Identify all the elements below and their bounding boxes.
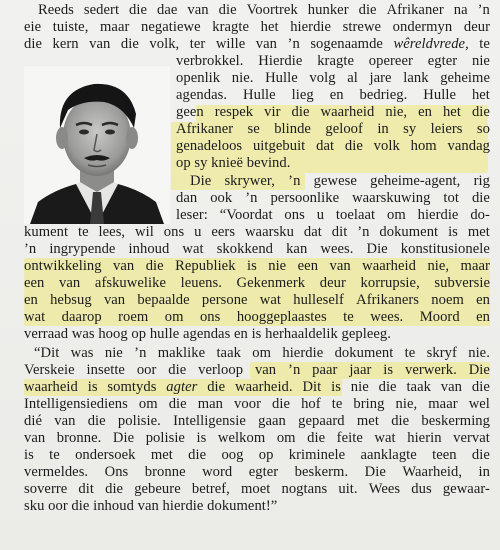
word: in xyxy=(478,464,490,480)
word: geheime xyxy=(440,70,490,86)
word: kriminele xyxy=(288,447,346,463)
word: het xyxy=(260,19,279,35)
word: Voortrek xyxy=(246,2,298,18)
word: opereer xyxy=(368,53,413,69)
paragraph-3-line xyxy=(24,379,490,396)
paragraph-2-line xyxy=(176,207,490,224)
paragraph-2-line: verraad was hoog op hulle agendas en is herhaaldelik gepleeg. xyxy=(24,326,391,342)
word: die xyxy=(471,447,490,463)
word: subversie xyxy=(434,275,490,291)
word: hulleself xyxy=(293,292,344,308)
word: van xyxy=(103,292,126,308)
word: word xyxy=(202,464,233,480)
word: dae xyxy=(157,2,178,18)
word: ondersoek xyxy=(75,447,136,463)
word: gewese xyxy=(313,173,357,189)
word: maklike xyxy=(157,345,206,361)
word: jare xyxy=(369,70,392,86)
word: blinde xyxy=(274,121,311,137)
word: Dit xyxy=(302,379,322,395)
word: ons xyxy=(163,224,185,240)
word: afskuwelike xyxy=(94,275,166,291)
word: dat xyxy=(303,224,322,240)
word: al xyxy=(347,70,358,86)
word: skokkend xyxy=(216,241,274,257)
word: van xyxy=(187,2,209,18)
word: ’n xyxy=(357,224,370,240)
word: moet xyxy=(240,481,271,497)
paragraph-3-line xyxy=(24,362,490,379)
word: eers xyxy=(211,224,236,240)
word: hunker xyxy=(307,2,349,18)
word: egter xyxy=(248,464,279,480)
word: jaar xyxy=(349,362,372,378)
word: die xyxy=(471,104,490,120)
word: inhoud xyxy=(128,241,170,257)
word: noem xyxy=(431,292,464,308)
word: lees, xyxy=(98,224,126,240)
word: Intelligensiediens xyxy=(24,396,128,412)
word: die xyxy=(291,104,310,120)
word: die xyxy=(391,413,410,429)
word: is xyxy=(448,224,458,240)
word: dokument xyxy=(334,345,394,361)
word: verloop xyxy=(198,362,244,378)
word: ’n xyxy=(24,241,37,257)
word: van xyxy=(89,36,111,52)
word: toelaat xyxy=(335,207,376,223)
word: korrupsie, xyxy=(360,275,420,291)
word: polisie. xyxy=(117,413,161,429)
word: tot xyxy=(443,190,459,206)
word: paar xyxy=(312,362,338,378)
word: deur xyxy=(319,275,346,291)
word: Die xyxy=(468,362,490,378)
word: u xyxy=(316,207,325,223)
word: teen xyxy=(432,447,457,463)
word: leiers xyxy=(430,121,463,137)
word: een xyxy=(297,258,319,274)
paragraph-2-line xyxy=(24,309,490,326)
word: waarheid xyxy=(320,104,375,120)
paragraph-3-line xyxy=(24,430,490,447)
word: die xyxy=(218,2,237,18)
word: genadeloos xyxy=(176,138,243,154)
word: deur xyxy=(463,19,490,35)
word: te xyxy=(479,36,490,52)
word: waarskuwing xyxy=(352,190,431,206)
word: het xyxy=(442,104,461,120)
word: nie, xyxy=(427,258,450,274)
word: vervat xyxy=(453,430,490,446)
word: volk xyxy=(373,138,400,154)
paragraph-1-line: op sy knieë bevind. xyxy=(176,155,291,171)
word: oog xyxy=(221,447,244,463)
word: strewe xyxy=(342,19,382,35)
word: skrywer, xyxy=(224,173,275,189)
word: en xyxy=(476,309,490,325)
word: is xyxy=(196,430,207,446)
word: “Voordat xyxy=(219,207,273,223)
word: die xyxy=(378,379,397,395)
word: die xyxy=(145,258,164,274)
word: voor xyxy=(234,396,261,412)
word: die xyxy=(120,36,139,52)
word: maar xyxy=(100,19,130,35)
word: wat xyxy=(374,430,396,446)
word: ’n xyxy=(287,36,300,52)
word: nie, xyxy=(395,396,418,412)
word: om xyxy=(252,345,272,361)
word: te xyxy=(49,447,60,463)
paragraph-2-line xyxy=(24,258,490,275)
paragraph-3-line: sku oor die inhoud van hierdie dokument!” xyxy=(24,498,278,514)
word: verwerk. xyxy=(404,362,457,378)
word: egter xyxy=(427,53,458,69)
word: leuens. xyxy=(180,275,222,291)
word: taak xyxy=(216,345,241,361)
word: respek xyxy=(214,104,254,120)
word: sogenaamde xyxy=(310,36,383,52)
word: waarheid xyxy=(24,379,78,395)
word: en xyxy=(24,292,38,308)
word: is xyxy=(331,379,341,395)
paragraph-2-line xyxy=(24,224,490,241)
word: die xyxy=(105,481,124,497)
word: van xyxy=(113,258,135,274)
word: die xyxy=(129,2,148,18)
paragraph-3-line xyxy=(24,481,490,498)
word: bedrieg. xyxy=(359,87,408,103)
word: uit. xyxy=(338,481,358,497)
word: is xyxy=(383,362,394,378)
word: van xyxy=(440,379,463,395)
word: na xyxy=(453,2,468,18)
word: lieg xyxy=(291,87,314,103)
word: ’n xyxy=(477,2,490,18)
word: bronne. xyxy=(56,430,102,446)
word: Die xyxy=(112,430,135,446)
word: ter xyxy=(189,36,206,52)
word: van xyxy=(24,430,46,446)
word: Reeds xyxy=(38,2,74,18)
word: ’n xyxy=(288,173,301,189)
word: vir xyxy=(264,104,281,120)
word: die xyxy=(87,413,106,429)
paragraph-3-line xyxy=(34,345,490,362)
word: hierdie xyxy=(282,345,324,361)
word: te xyxy=(77,224,89,240)
word: die xyxy=(358,2,377,18)
word: Afrikaners xyxy=(356,292,420,308)
word: Hulle xyxy=(265,70,298,86)
word: volk, xyxy=(149,36,180,52)
word: nie xyxy=(471,53,490,69)
word: is xyxy=(246,258,257,274)
word: kragte xyxy=(212,19,249,35)
word: wil xyxy=(135,224,154,240)
word: skryf xyxy=(426,345,457,361)
word: dit xyxy=(331,224,348,240)
paragraph-2-line xyxy=(24,292,490,309)
word: Republiek xyxy=(175,258,236,274)
word: aanklagte xyxy=(360,447,417,463)
paragraph-1-line xyxy=(38,2,490,19)
word: om xyxy=(276,430,296,446)
word: dat xyxy=(316,138,335,154)
paragraph-3-line xyxy=(24,413,490,430)
word: die xyxy=(471,190,490,206)
word: hom xyxy=(410,138,437,154)
word: konstitusionele xyxy=(400,241,490,257)
word: dokument xyxy=(379,224,439,240)
word: op xyxy=(258,447,274,463)
word: die xyxy=(168,362,187,378)
word: Moord xyxy=(419,309,460,325)
word: agter xyxy=(166,379,198,395)
word: om xyxy=(387,207,406,223)
word: nie, xyxy=(385,104,408,120)
word: dié xyxy=(24,413,42,429)
word: bronne xyxy=(144,464,186,480)
word: sy xyxy=(403,121,417,137)
word: daarop xyxy=(61,309,102,325)
word: geloof xyxy=(325,121,363,137)
word: wat xyxy=(259,292,282,308)
author-portrait-photo xyxy=(24,66,170,224)
word: te xyxy=(343,309,354,325)
word: uitgebuit xyxy=(252,138,306,154)
word: die xyxy=(24,36,42,52)
word: feite xyxy=(336,430,363,446)
word: hierdie xyxy=(417,207,459,223)
word: dan xyxy=(176,190,198,206)
word: Gekenmerk xyxy=(236,275,306,291)
word: Die xyxy=(190,173,212,189)
word: volg xyxy=(309,70,336,86)
word: ontwikkeling xyxy=(24,258,102,274)
word: Hulle xyxy=(423,87,456,103)
word: soverre xyxy=(24,481,68,497)
word: hebsug xyxy=(50,292,92,308)
word: met xyxy=(356,413,379,429)
word: Afrikaner xyxy=(386,2,444,18)
word: kragte xyxy=(317,53,354,69)
word: Hulle xyxy=(243,87,276,103)
paragraph-1-line xyxy=(176,53,490,70)
word: Waarheid, xyxy=(402,464,463,480)
word: kan xyxy=(286,241,308,257)
word: Verskeie xyxy=(24,362,75,378)
word: maar xyxy=(460,258,490,274)
word: agendas. xyxy=(176,87,228,103)
word: om xyxy=(164,309,184,325)
word: Hierdie xyxy=(258,53,303,69)
word: van xyxy=(329,258,351,274)
word: beskerm. xyxy=(294,464,349,480)
word: hierin xyxy=(407,430,442,446)
word: wees. xyxy=(320,241,354,257)
word: waarheid. xyxy=(235,379,293,395)
word: die xyxy=(272,396,291,412)
word: Die xyxy=(366,241,388,257)
paragraph-1-line xyxy=(24,19,490,36)
word: waarsku xyxy=(244,224,294,240)
paragraph-2-line xyxy=(190,173,490,190)
word: somtyds xyxy=(107,379,157,395)
word: geheime-agent, xyxy=(370,173,461,189)
word: in xyxy=(377,121,389,137)
word: nie xyxy=(350,379,369,395)
word: bring xyxy=(353,396,385,412)
word: met xyxy=(150,447,173,463)
word: die xyxy=(168,396,187,412)
word: wille xyxy=(215,36,246,52)
word: eie xyxy=(24,19,42,35)
word: maar xyxy=(428,396,458,412)
word: nie xyxy=(104,345,123,361)
word: negatiewe xyxy=(141,19,201,35)
paragraph-3-line xyxy=(24,447,490,464)
portrait-image xyxy=(24,66,170,224)
word: se xyxy=(247,121,260,137)
paragraph-2-line xyxy=(24,275,490,292)
word: u xyxy=(194,224,202,240)
word: dit xyxy=(78,481,94,497)
word: en xyxy=(329,87,344,103)
word: wat xyxy=(24,309,46,325)
word: bepaalde xyxy=(137,292,190,308)
word: een xyxy=(24,275,45,291)
word: so xyxy=(476,121,490,137)
word: Wees xyxy=(368,481,401,497)
word: nie xyxy=(268,258,287,274)
word: nie. xyxy=(468,345,490,361)
word: Intelligensie xyxy=(173,413,246,429)
word: Ons xyxy=(104,464,129,480)
word: was xyxy=(70,345,94,361)
word: ons xyxy=(199,309,221,325)
word: persoonlike xyxy=(270,190,340,206)
word: die xyxy=(307,430,326,446)
word: te xyxy=(331,396,343,412)
word: ook xyxy=(210,190,233,206)
word: taak xyxy=(406,379,431,395)
word: insette xyxy=(86,362,125,378)
word: van xyxy=(254,362,277,378)
word: welkom xyxy=(217,430,266,446)
paragraph-1-line xyxy=(176,104,490,121)
word: betref, xyxy=(191,481,230,497)
word: wat xyxy=(182,241,204,257)
word: ingrypende xyxy=(49,241,116,257)
word: nogtans xyxy=(281,481,328,497)
word: het xyxy=(471,87,490,103)
word: waarheid xyxy=(362,258,417,274)
word: gewaar- xyxy=(442,481,490,497)
word: die xyxy=(471,379,490,395)
word: wel xyxy=(468,396,490,412)
word: die xyxy=(207,379,226,395)
word: vandag xyxy=(447,138,490,154)
word: dus xyxy=(411,481,432,497)
word: hierdie xyxy=(290,19,332,35)
word: die xyxy=(344,138,363,154)
word: ’n xyxy=(288,362,301,378)
word: roem xyxy=(118,309,149,325)
paragraph-2-line xyxy=(24,241,490,258)
word: gepaard xyxy=(298,413,345,429)
word: vermeldes. xyxy=(24,464,89,480)
paragraph-3-line xyxy=(24,396,490,413)
word: Die xyxy=(364,464,386,480)
word: met xyxy=(467,224,490,240)
paragraph-3-line xyxy=(24,464,490,481)
word: om xyxy=(138,396,158,412)
paragraph-1-line xyxy=(176,70,490,87)
word: hooggeplaastes xyxy=(236,309,327,325)
word: gaan xyxy=(258,413,286,429)
word: leser: xyxy=(176,207,208,223)
word: die xyxy=(188,447,207,463)
word: nie. xyxy=(231,70,254,86)
word: tuiste, xyxy=(52,19,89,35)
word: ons xyxy=(284,207,305,223)
word: openlik xyxy=(176,70,221,86)
word: lank xyxy=(403,70,429,86)
word: kument xyxy=(24,224,69,240)
word: en xyxy=(418,104,432,120)
word: van xyxy=(54,413,76,429)
word: ’n xyxy=(245,190,258,206)
word: van xyxy=(59,275,81,291)
word: “Dit xyxy=(34,345,60,361)
word: te xyxy=(404,345,416,361)
word: hof xyxy=(301,396,321,412)
paragraph-1-line xyxy=(176,121,490,138)
word: kern xyxy=(52,36,79,52)
word: beskerming xyxy=(421,413,490,429)
word: gebeure xyxy=(134,481,181,497)
word: ’n xyxy=(134,345,147,361)
word: man xyxy=(197,396,223,412)
paragraph-2-line xyxy=(176,190,490,207)
word: wees. xyxy=(370,309,404,325)
word: van xyxy=(255,36,278,52)
word: rig xyxy=(473,173,490,189)
word: do- xyxy=(470,207,490,223)
word: is xyxy=(24,447,34,463)
paragraph-1-line xyxy=(176,138,490,155)
word: oor xyxy=(136,362,157,378)
word: is xyxy=(87,379,98,395)
word: ondermyn xyxy=(392,19,453,35)
word: en xyxy=(476,292,490,308)
word: wêreldvrede, xyxy=(393,36,469,52)
word: Afrikaner xyxy=(176,121,234,137)
word: persone xyxy=(201,292,248,308)
paragraph-1-line xyxy=(176,87,490,104)
word: verbrokkel. xyxy=(176,53,244,69)
paragraph-1-line xyxy=(24,36,490,53)
word: sedert xyxy=(83,2,120,18)
word: geen xyxy=(176,104,204,120)
word: polisie xyxy=(145,430,185,446)
